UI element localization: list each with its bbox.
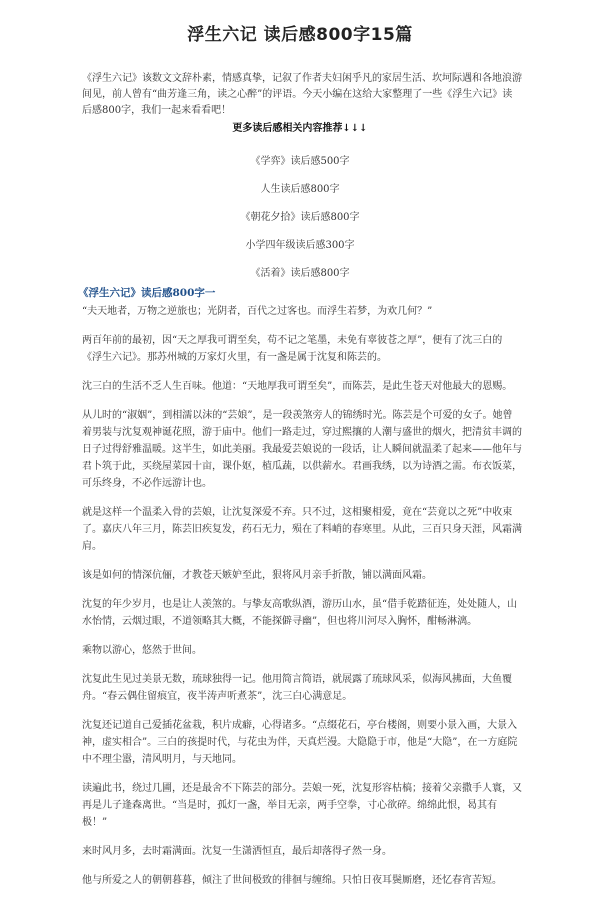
- body-paragraph: 就是这样一个温柔入骨的芸娘，让沈复深爱不弃。只不过，这相聚相爱，竟在“芸竟以之死”中收束了。嘉庆八年三月，陈芸旧疾复发，药石无力，殒在了料峭的春寒里。从此，三百只身天涯，风霜满肩。: [82, 507, 522, 552]
- body-paragraph: 来时风月多，去时霜满面。沈复一生潇洒恒直，最后却落得孑然一身。: [82, 846, 392, 857]
- recommend-link[interactable]: 小学四年级读后感300字: [245, 240, 355, 251]
- recommend-link[interactable]: 人生读后感800字: [260, 184, 340, 195]
- recommend-heading: 更多读后感相关内容推荐↓↓↓: [232, 123, 368, 134]
- recommend-item[interactable]: [0, 210, 600, 238]
- article-body: [82, 303, 522, 901]
- body-paragraph: “夫天地者，万物之逆旅也；光阴者，百代之过客也。而浮生若梦，为欢几何？”: [82, 306, 433, 317]
- body-paragraph: 沈复此生见过美景无数，琉球独得一记。他用简言简语，就展露了琉球风采，似海风拂面，大鱼覆舟。“春云偶住留痕宜，夜半涛声听煮茶”，沈三白心满意足。: [82, 674, 512, 702]
- body-paragraph: 该是如何的情深伉俪，才教苍天嫉妒至此，狠将风月亲手折散，铺以满面风霜。: [82, 570, 432, 581]
- page-title: 浮生六记 读后感800字15篇: [187, 25, 413, 45]
- recommend-link[interactable]: 《朝花夕拾》读后感800字: [240, 212, 360, 223]
- intro-paragraph: 《浮生六记》该数文文辞朴素，情感真挚，记叙了作者夫妇闲乎凡的家居生活、坎坷际遇和各地浪游间见，前人曾有“曲芳逢三角，读之心醉”的评语。今天小编在这给大家整理了一些《浮生六记》读后感800字，我们一起来看看吧！: [82, 73, 522, 116]
- recommend-link[interactable]: 《学弈》读后感500字: [250, 156, 350, 167]
- recommend-link[interactable]: 《活着》读后感800字: [250, 268, 350, 279]
- body-paragraph: 沈复还记道自己爱插花盆栽，积片成癖，心得诸多。“点缀花石，亭台楼阁，则要小景入画，大景入神，虚实相合”。三白的孩提时代，与花虫为伴，天真烂漫。大隐隐于市，他是“大隐”，在一方庭院中不理尘嚣，清风明月，与天地同。: [82, 720, 518, 765]
- recommend-item[interactable]: [0, 182, 600, 210]
- body-paragraph: 沈复的年少岁月，也是让人羡煞的。与挚友高歌纵酒，游历山水，虽“借手乾踏征连，处处随人，山水怡情，云烟过眼，不道领略其大概，不能探僻寻幽”，但也将川河尽入胸怀，酣畅淋漓。: [82, 599, 518, 627]
- recommend-list: [0, 154, 600, 294]
- recommend-item[interactable]: [0, 238, 600, 266]
- body-paragraph: 读遍此书，绕过几圃，还是最舍不下陈芸的部分。芸娘一死，沈复形容枯槁；接着父亲撒手人寰，又再是儿子逢森离世。“当是时，孤灯一盏，举目无亲，两手空拳，寸心欲碎。绵绵此恨，曷其有极！”: [82, 783, 522, 828]
- body-paragraph: 两百年前的最初，因“天之厚我可谓至矣，苟不记之笔墨，未免有辜彼苍之厚”，便有了沈三白的《浮生六记》。那苏州城的万家灯火里，有一盏是属于沈复和陈芸的。: [82, 335, 503, 363]
- body-paragraph: 乘物以游心，悠然于世间。: [82, 645, 202, 656]
- recommend-item[interactable]: [0, 154, 600, 182]
- body-paragraph: 沈三白的生活不乏人生百味。他道：“天地厚我可谓至矣”，而陈芸，是此生苍天对他最大的恩赐。: [82, 381, 513, 392]
- section-title: 《浮生六记》读后感800字一: [78, 287, 216, 299]
- body-paragraph: 从儿时的“淑姻”，到相濡以沫的“芸娘”，是一段羡煞旁人的锦绣时光。陈芸是个可爱的女子。她曾着男装与沈复观神诞花照，游于庙中。他们一路走过，穿过熙攘的人潮与盛世的烟火，把清贫丰调的日子过得舒雅温暖。这半生，如此美丽。我最爱芸娘说的一段话，让人瞬间就温柔了起来——他年与君卜筑于此，买绕屋菜园十亩，课仆妪，植瓜蔬，以供薪水。君画我绣，以为诗酒之需。布衣饭菜，可乐终身，不必作远游计也。: [82, 410, 522, 489]
- body-paragraph: 他与所爱之人的朝朝暮暮，倾注了世间极致的徘徊与缠绵。只怕日夜耳鬓厮磨，还忆春宵苦短。: [82, 875, 502, 886]
